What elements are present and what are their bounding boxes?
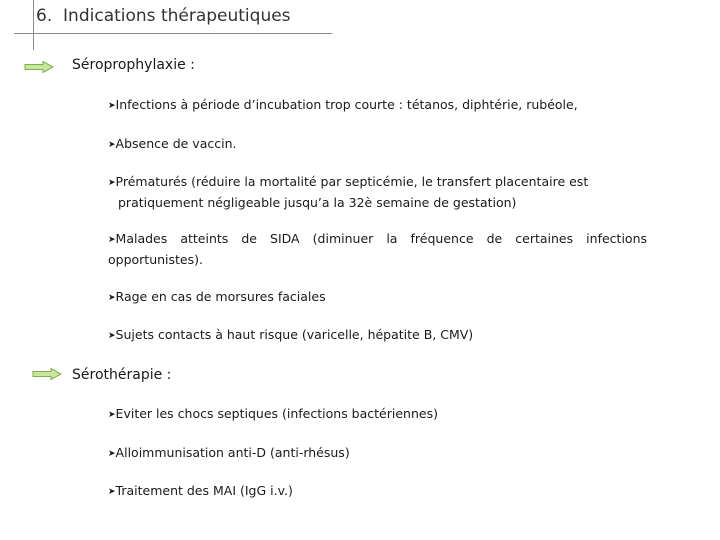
list-item	[108, 287, 326, 308]
list-item-text: Rage en cas de morsures faciales	[115, 289, 326, 304]
bullet-arrow-icon: ➤	[108, 487, 116, 497]
arrow-right-icon	[24, 61, 54, 73]
list-item	[108, 443, 350, 464]
title-vertical-rule	[33, 0, 34, 50]
bullet-arrow-icon: ➤	[108, 140, 116, 150]
list-item	[108, 325, 473, 346]
list-item-text: Malades atteints de SIDA (diminuer la fréquence de certaines infections	[115, 231, 647, 246]
bullet-arrow-icon: ➤	[108, 293, 116, 303]
list-item	[108, 404, 438, 425]
section-heading-seroprophylaxie: Séroprophylaxie :	[72, 57, 195, 73]
list-item-text: Prématurés (réduire la mortalité par septicémie, le transfert placentaire est	[115, 174, 589, 189]
list-item	[108, 172, 588, 212]
bullet-arrow-icon: ➤	[108, 235, 116, 245]
list-item	[108, 95, 578, 116]
list-item-text-continued: pratiquement négligeable jusqu’a la 32è semaine de gestation)	[118, 195, 517, 210]
list-item	[108, 229, 647, 269]
list-item-text-continued: opportunistes).	[108, 252, 203, 267]
list-item-line	[108, 229, 647, 250]
section-heading-serotherapie: Sérothérapie :	[72, 367, 172, 383]
bullet-arrow-icon: ➤	[108, 331, 116, 341]
bullet-arrow-icon: ➤	[108, 101, 116, 111]
bullet-arrow-icon: ➤	[108, 178, 116, 188]
list-item-text: Traitement des MAI (IgG i.v.)	[115, 483, 293, 498]
list-item	[108, 481, 293, 502]
list-item-text: Eviter les chocs septiques (infections bactériennes)	[115, 406, 438, 421]
list-item-text: Alloimmunisation anti-D (anti-rhésus)	[115, 445, 350, 460]
title-number: 6.	[36, 6, 53, 26]
list-item-text: Sujets contacts à haut risque (varicelle, hépatite B, CMV)	[115, 327, 474, 342]
list-item-text: Absence de vaccin.	[115, 136, 237, 151]
title-underline	[14, 33, 332, 34]
list-item	[108, 134, 236, 155]
arrow-right-icon	[32, 368, 62, 380]
bullet-arrow-icon: ➤	[108, 410, 116, 420]
title-text: Indications thérapeutiques	[63, 6, 291, 26]
list-item-text: Infections à période d’incubation trop courte : tétanos, diphtérie, rubéole,	[115, 97, 578, 112]
bullet-arrow-icon: ➤	[108, 449, 116, 459]
page-title	[36, 6, 291, 26]
